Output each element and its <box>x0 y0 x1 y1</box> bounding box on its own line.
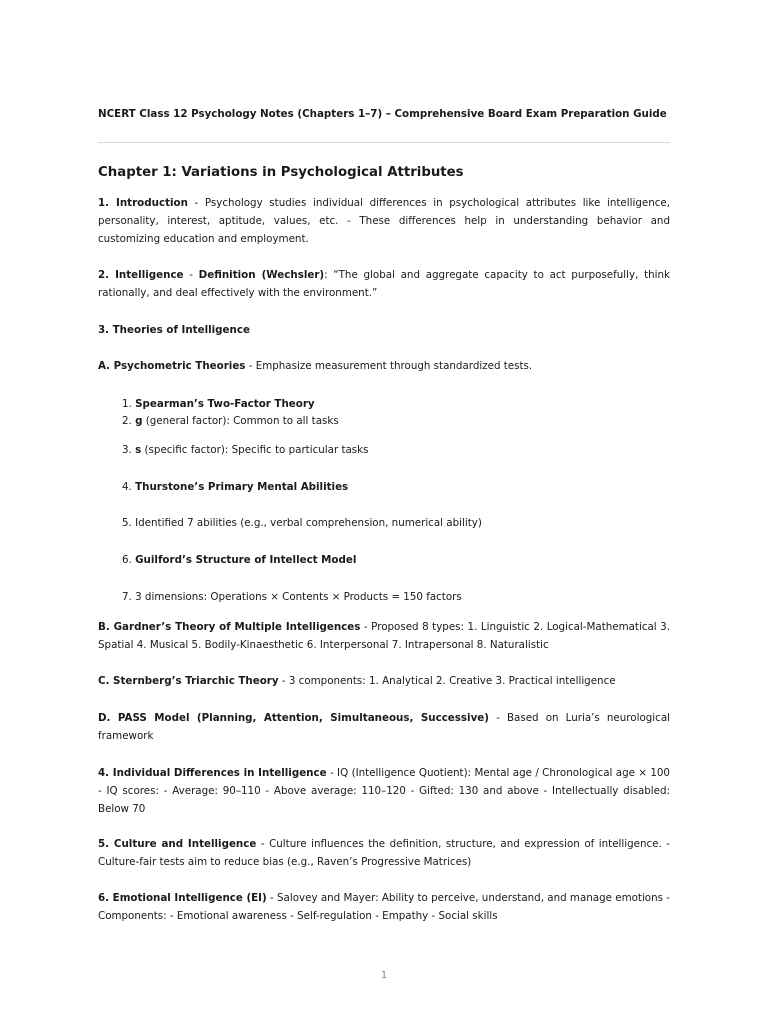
section-text: - Proposed 8 types: 1. Linguistic 2. Logical-Mathematical 3. Spatial 4. Musical 5. Bodily-Kinaesthetic 6. Interpersonal 7. Intrapersonal 8. Naturalistic <box>98 621 671 651</box>
list-text: 3 dimensions: Operations × Contents × Products = 150 factors <box>135 591 462 603</box>
section-heading: 4. Individual Differences in Intelligence <box>98 767 327 779</box>
section-heading: A. Psychometric Theories <box>98 360 246 372</box>
list-item <box>122 396 315 413</box>
section-text: - IQ (Intelligence Quotient): Mental age / Chronological age × 100 - IQ scores: - Average: 90–110 - Above average: 110–120 - Gifted: 130 and above - Intellectually disabled: Below 70 <box>98 767 670 815</box>
list-text: Identified 7 abilities (e.g., verbal comprehension, numerical ability) <box>135 517 482 529</box>
section-text: - Based on Luria’s neurological framework <box>98 712 670 742</box>
section-pass <box>98 709 670 745</box>
list-bold: Thurstone’s Primary Mental Abilities <box>135 481 349 493</box>
document-title: NCERT Class 12 Psychology Notes (Chapters 1–7) – Comprehensive Board Exam Preparation Guide <box>98 108 667 120</box>
list-number: 6. <box>122 554 136 566</box>
list-text: (specific factor): Specific to particular tasks <box>141 444 369 456</box>
section-emotional <box>98 889 670 925</box>
section-heading: 2. Intelligence <box>98 269 184 281</box>
list-bold: Guilford’s Structure of Intellect Model <box>135 554 357 566</box>
section-heading: B. Gardner’s Theory of Multiple Intelligences <box>98 621 361 633</box>
list-number: 7. <box>122 591 136 603</box>
section-heading: C. Sternberg’s Triarchic Theory <box>98 675 279 687</box>
list-number: 1. <box>122 398 136 410</box>
section-culture <box>98 835 670 871</box>
list-number: 3. <box>122 444 136 456</box>
section-connector: - <box>183 269 199 281</box>
section-heading: 5. Culture and Intelligence <box>98 838 257 850</box>
section-heading: D. PASS Model (Planning, Attention, Simultaneous, Successive) <box>98 712 489 724</box>
definition-label: Definition (Wechsler) <box>198 269 325 281</box>
section-heading: 6. Emotional Intelligence (EI) <box>98 892 267 904</box>
section-gardner <box>98 618 670 654</box>
title-divider <box>98 142 670 143</box>
section-text: - Salovey and Mayer: Ability to perceive, understand, and manage emotions - Components: - Emotional awareness - Self-regulation - Empathy - Social skills <box>98 892 670 922</box>
chapter-heading: Chapter 1: Variations in Psychological Attributes <box>98 165 464 180</box>
list-number: 5. <box>122 517 136 529</box>
list-number: 2. <box>122 415 136 427</box>
list-bold: s <box>135 444 142 456</box>
list-item <box>122 552 356 569</box>
section-text: - 3 components: 1. Analytical 2. Creative 3. Practical intelligence <box>278 675 616 687</box>
page-number: 1 <box>380 970 388 981</box>
list-item <box>122 413 339 430</box>
list-number: 4. <box>122 481 136 493</box>
section-theories <box>98 321 670 339</box>
section-text: - Culture influences the definition, structure, and expression of intelligence. - Culture-fair tests aim to reduce bias (e.g., Raven’s Progressive Matrices) <box>98 838 670 868</box>
section-psychometric <box>98 357 670 375</box>
list-item <box>122 479 348 496</box>
list-bold: g <box>135 415 143 427</box>
section-sternberg <box>98 672 670 690</box>
section-heading: 1. Introduction <box>98 197 188 209</box>
section-text: - Psychology studies individual differences in psychological attributes like intelligence, personality, interest, aptitude, values, etc. - These differences help in understanding behavior and customizing education and employment. <box>98 197 670 245</box>
section-introduction <box>98 194 670 248</box>
list-item <box>122 515 482 532</box>
list-item <box>122 442 369 459</box>
list-item <box>122 589 462 606</box>
list-text: (general factor): Common to all tasks <box>142 415 339 427</box>
section-text: : “The global and aggregate capacity to act purposefully, think rationally, and deal effectively with the environment.” <box>98 269 670 299</box>
section-individual-differences <box>98 764 670 818</box>
section-heading: 3. Theories of Intelligence <box>98 324 250 336</box>
list-bold: Spearman’s Two-Factor Theory <box>135 398 315 410</box>
section-text: - Emphasize measurement through standardized tests. <box>245 360 533 372</box>
section-intelligence <box>98 266 670 302</box>
